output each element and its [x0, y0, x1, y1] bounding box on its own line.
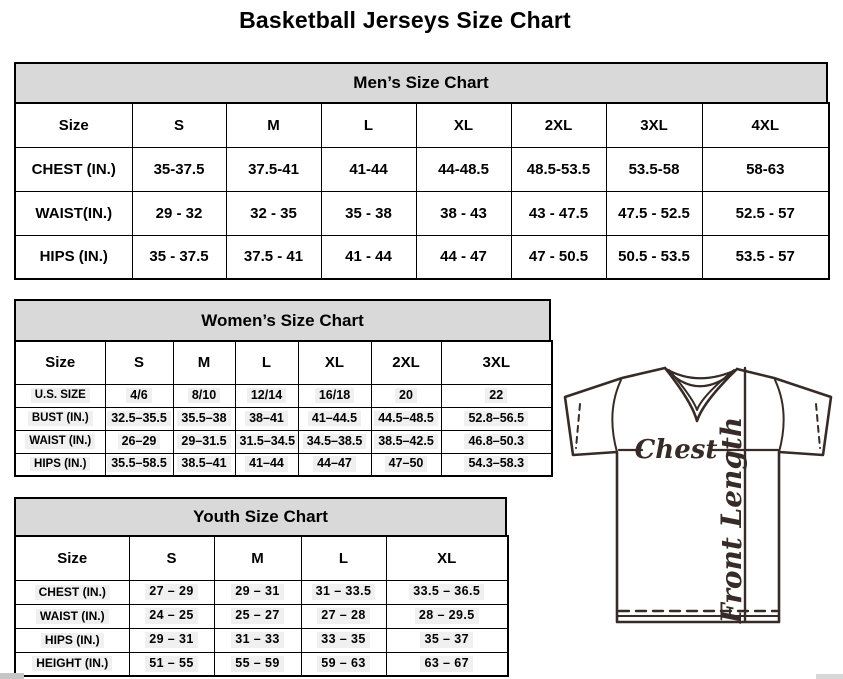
size-value-cell: 41-44 — [321, 147, 416, 191]
size-value-cell: 26–29 — [105, 430, 173, 453]
womens-size-table — [14, 340, 553, 477]
mens-size-table — [14, 102, 830, 280]
size-value-cell: 38 - 43 — [416, 191, 511, 235]
size-value-cell: 38.5–41 — [173, 453, 235, 476]
size-value-cell: 46.8–50.3 — [441, 430, 552, 453]
womens-size-chart-section — [14, 299, 551, 477]
column-header: M — [214, 536, 301, 580]
size-value-cell: 35 - 38 — [321, 191, 416, 235]
size-value-cell: 53.5-58 — [606, 147, 702, 191]
size-value-cell: 48.5-53.5 — [511, 147, 606, 191]
size-value-cell: 33.5 – 36.5 — [386, 580, 508, 604]
front-length-measure-label: Front Length — [715, 416, 748, 624]
size-column-header: Size — [15, 103, 132, 147]
table-row — [15, 407, 552, 430]
size-value-cell: 63 – 67 — [386, 652, 508, 676]
row-label: CHEST (IN.) — [15, 147, 132, 191]
size-value-cell: 29 – 31 — [129, 628, 214, 652]
size-value-cell: 54.3–58.3 — [441, 453, 552, 476]
size-value-cell: 35.5–38 — [173, 407, 235, 430]
column-header: M — [226, 103, 321, 147]
youth-size-table — [14, 535, 509, 677]
youth-chart-title: Youth Size Chart — [14, 497, 507, 535]
size-value-cell: 32.5–35.5 — [105, 407, 173, 430]
size-value-cell: 4/6 — [105, 384, 173, 407]
jersey-measurement-diagram — [562, 360, 842, 626]
size-column-header: Size — [15, 341, 105, 384]
size-value-cell: 47–50 — [371, 453, 441, 476]
size-value-cell: 27 – 28 — [301, 604, 386, 628]
size-value-cell: 29 - 32 — [132, 191, 226, 235]
row-label: WAIST (IN.) — [15, 604, 129, 628]
size-value-cell: 31 – 33 — [214, 628, 301, 652]
right-cuff-dashed-line — [816, 404, 820, 448]
left-cuff-dashed-line — [576, 404, 580, 448]
size-value-cell: 16/18 — [298, 384, 371, 407]
size-value-cell: 29 – 31 — [214, 580, 301, 604]
size-value-cell: 24 – 25 — [129, 604, 214, 628]
table-row — [15, 147, 829, 191]
size-value-cell: 8/10 — [173, 384, 235, 407]
right-sleeve-seam — [775, 380, 784, 452]
size-value-cell: 37.5-41 — [226, 147, 321, 191]
collar-inner-v — [669, 370, 734, 410]
size-value-cell: 33 – 35 — [301, 628, 386, 652]
size-value-cell: 41–44.5 — [298, 407, 371, 430]
size-value-cell: 22 — [441, 384, 552, 407]
size-value-cell: 44.5–48.5 — [371, 407, 441, 430]
size-value-cell: 27 – 29 — [129, 580, 214, 604]
size-value-cell: 43 - 47.5 — [511, 191, 606, 235]
column-header: 2XL — [371, 341, 441, 384]
size-value-cell: 41 - 44 — [321, 235, 416, 279]
header-row — [15, 536, 508, 580]
table-row — [15, 453, 552, 476]
row-label: U.S. SIZE — [15, 384, 105, 407]
column-header: XL — [298, 341, 371, 384]
row-label: CHEST (IN.) — [15, 580, 129, 604]
column-header: M — [173, 341, 235, 384]
size-value-cell: 32 - 35 — [226, 191, 321, 235]
size-value-cell: 34.5–38.5 — [298, 430, 371, 453]
size-value-cell: 35 – 37 — [386, 628, 508, 652]
size-value-cell: 58-63 — [702, 147, 829, 191]
column-header: 3XL — [441, 341, 552, 384]
row-label: HIPS (IN.) — [15, 453, 105, 476]
size-value-cell: 41–44 — [235, 453, 298, 476]
column-header: S — [129, 536, 214, 580]
size-value-cell: 31 – 33.5 — [301, 580, 386, 604]
mens-size-chart-section — [14, 62, 828, 280]
size-value-cell: 37.5 - 41 — [226, 235, 321, 279]
size-value-cell: 44 - 47 — [416, 235, 511, 279]
table-row — [15, 430, 552, 453]
table-row — [15, 235, 829, 279]
size-value-cell: 35.5–58.5 — [105, 453, 173, 476]
size-value-cell: 59 – 63 — [301, 652, 386, 676]
column-header: L — [235, 341, 298, 384]
column-header: 4XL — [702, 103, 829, 147]
column-header: L — [321, 103, 416, 147]
size-value-cell: 44-48.5 — [416, 147, 511, 191]
column-header: S — [132, 103, 226, 147]
scrollbar-fragment-right[interactable] — [816, 674, 843, 679]
column-header: 2XL — [511, 103, 606, 147]
table-row — [15, 191, 829, 235]
table-row — [15, 652, 508, 676]
size-value-cell: 52.5 - 57 — [702, 191, 829, 235]
row-label: HIPS (IN.) — [15, 628, 129, 652]
row-label: HIPS (IN.) — [15, 235, 132, 279]
scrollbar-fragment-left[interactable] — [0, 673, 24, 679]
row-label: HEIGHT (IN.) — [15, 652, 129, 676]
table-row — [15, 604, 508, 628]
size-value-cell: 25 – 27 — [214, 604, 301, 628]
column-header: S — [105, 341, 173, 384]
size-value-cell: 38–41 — [235, 407, 298, 430]
header-row — [15, 103, 829, 147]
size-value-cell: 31.5–34.5 — [235, 430, 298, 453]
size-value-cell: 12/14 — [235, 384, 298, 407]
size-value-cell: 52.8–56.5 — [441, 407, 552, 430]
row-label: BUST (IN.) — [15, 407, 105, 430]
column-header: L — [301, 536, 386, 580]
size-value-cell: 55 – 59 — [214, 652, 301, 676]
size-value-cell: 35-37.5 — [132, 147, 226, 191]
womens-chart-title: Women’s Size Chart — [14, 299, 551, 340]
column-header: XL — [416, 103, 511, 147]
row-label: WAIST (IN.) — [15, 430, 105, 453]
row-label: WAIST(IN.) — [15, 191, 132, 235]
size-value-cell: 47.5 - 52.5 — [606, 191, 702, 235]
size-value-cell: 53.5 - 57 — [702, 235, 829, 279]
size-value-cell: 20 — [371, 384, 441, 407]
size-value-cell: 28 – 29.5 — [386, 604, 508, 628]
size-value-cell: 38.5–42.5 — [371, 430, 441, 453]
size-value-cell: 44–47 — [298, 453, 371, 476]
size-column-header: Size — [15, 536, 129, 580]
header-row — [15, 341, 552, 384]
youth-size-chart-section — [14, 497, 507, 677]
chest-measure-label: Chest — [634, 435, 718, 465]
size-value-cell: 51 – 55 — [129, 652, 214, 676]
mens-chart-title: Men’s Size Chart — [14, 62, 828, 102]
page-title: Basketball Jerseys Size Chart — [239, 7, 571, 33]
size-value-cell: 47 - 50.5 — [511, 235, 606, 279]
column-header: 3XL — [606, 103, 702, 147]
size-value-cell: 29–31.5 — [173, 430, 235, 453]
column-header: XL — [386, 536, 508, 580]
left-sleeve-seam — [612, 380, 621, 452]
size-value-cell: 50.5 - 53.5 — [606, 235, 702, 279]
table-row — [15, 384, 552, 407]
size-value-cell: 35 - 37.5 — [132, 235, 226, 279]
table-row — [15, 628, 508, 652]
table-row — [15, 580, 508, 604]
